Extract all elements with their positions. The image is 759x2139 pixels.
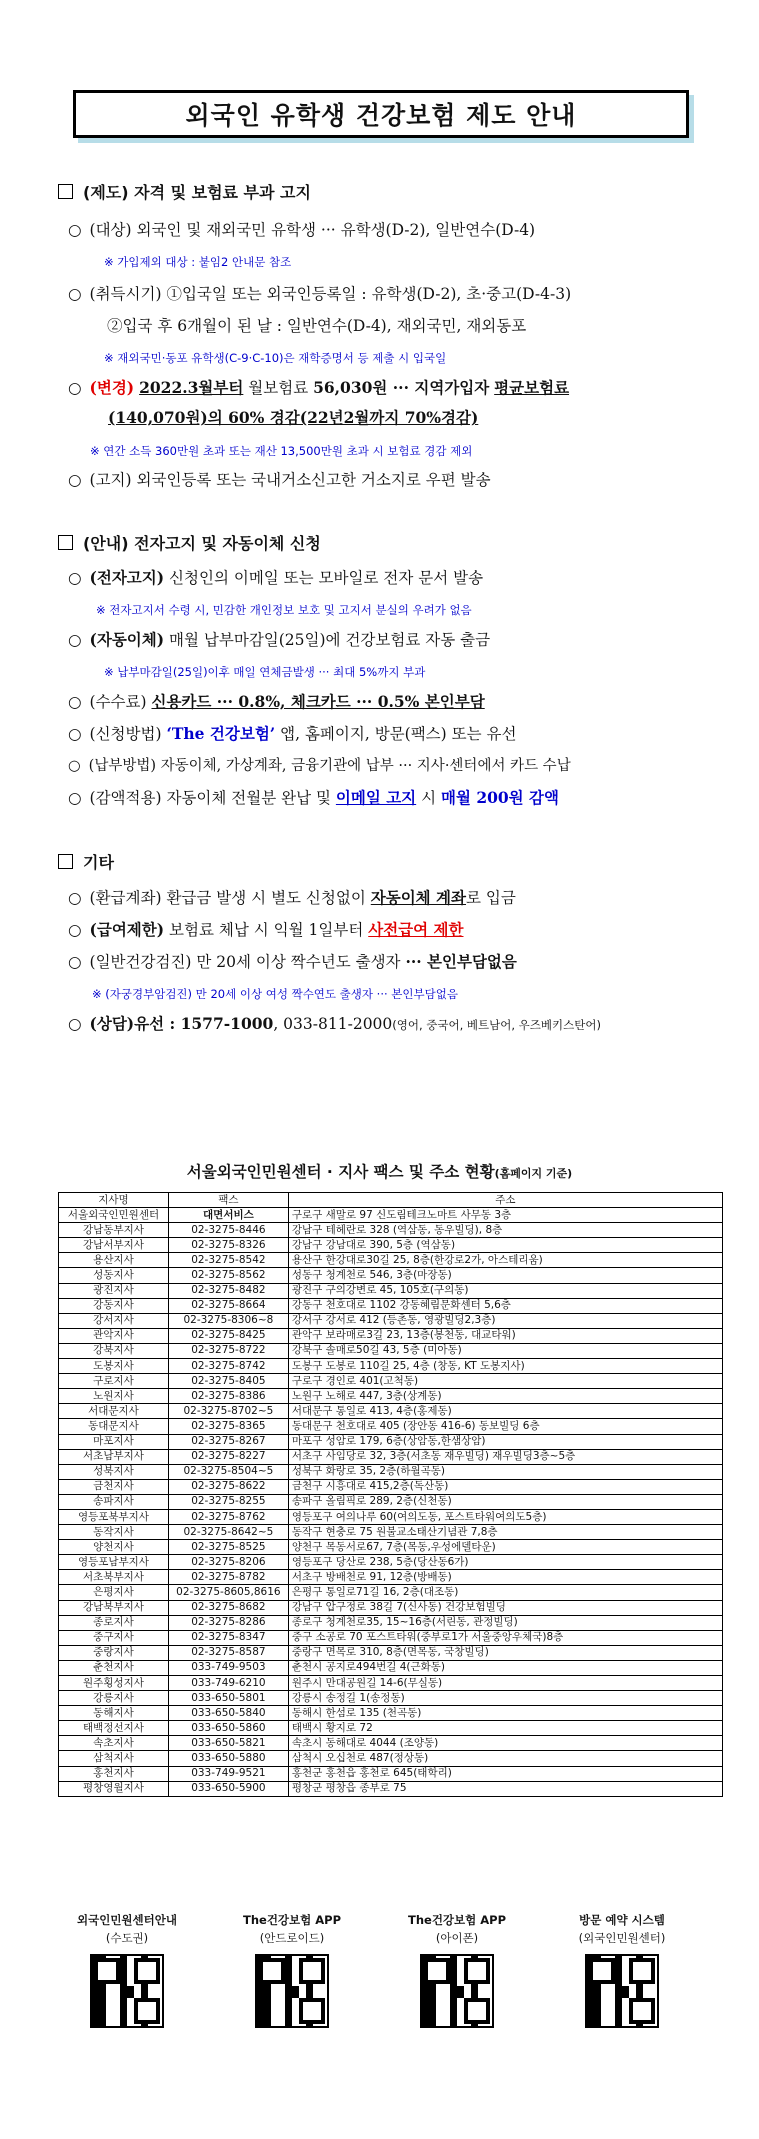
address-cell: 노원구 노해로 447, 3층(상계동): [288, 1389, 722, 1404]
table-row: [59, 1691, 723, 1706]
address-cell: 서초구 사임당로 32, 3층(서초동 재우빌딩) 재우빌딩3층~5층: [288, 1449, 722, 1464]
table-row: [59, 1509, 723, 1524]
table-row: [59, 1570, 723, 1585]
branch-cell: 강동지사: [59, 1298, 169, 1313]
table-row: [59, 1585, 723, 1600]
s1-note-exclusion: ※ 가입제외 대상 : 붙임2 안내문 참조: [104, 255, 292, 269]
fax-cell: 033-749-6210: [168, 1676, 288, 1691]
fax-cell: 033-650-5840: [168, 1706, 288, 1721]
circle-bullet-icon: ○: [68, 221, 82, 239]
branch-cell: 홍천지사: [59, 1766, 169, 1781]
circle-bullet-icon: ○: [68, 953, 82, 971]
branch-cell: 서초북부지사: [59, 1570, 169, 1585]
fax-cell: 033-749-9503: [168, 1660, 288, 1675]
table-row: [59, 1736, 723, 1751]
fax-cell: 033-650-5880: [168, 1751, 288, 1766]
table-row: [59, 1404, 723, 1419]
table-row: [59, 1525, 723, 1540]
table-row: [59, 1751, 723, 1766]
s2-line-payment: ○ (납부방법) 자동이체, 가상계좌, 금융기관에 납부 ··· 지사·센터에서 카드 수납: [68, 754, 738, 778]
fax-cell: 02-3275-8622: [168, 1479, 288, 1494]
fax-cell: 02-3275-8664: [168, 1298, 288, 1313]
circle-bullet-icon: ○: [68, 379, 82, 397]
table-row: [59, 1238, 723, 1253]
fax-cell: 02-3275-8206: [168, 1555, 288, 1570]
address-cell: 중구 소공로 70 포스트타워(중부로1가 서울중앙우체국)8층: [288, 1630, 722, 1645]
s1-line-notice: ○ (고지) 외국인등록 또는 국내거소신고한 거소지로 우편 발송: [68, 468, 738, 492]
checkbox-square-icon: [58, 184, 73, 199]
address-cell: 관악구 보라매로3길 23, 13층(봉천동, 대교타워): [288, 1328, 722, 1343]
branch-cell: 용산지사: [59, 1253, 169, 1268]
fax-cell: 02-3275-8365: [168, 1419, 288, 1434]
header-address: 주소: [288, 1193, 722, 1208]
table-row: [59, 1419, 723, 1434]
address-cell: 중랑구 면목로 310, 8층(면목동, 국창빌딩): [288, 1645, 722, 1660]
address-cell: 성동구 청계천로 546, 3층(마장동): [288, 1268, 722, 1283]
qr-visit-reservation[interactable]: 방문 예약 시스템 (외국인민원센터): [547, 1912, 697, 2028]
table-row: [59, 1721, 723, 1736]
page-title: 외국인 유학생 건강보험 제도 안내: [185, 101, 577, 130]
address-cell: 강서구 강서로 412 (등촌동, 영광빌딩2,3층): [288, 1313, 722, 1328]
s1-line-change-2: (140,070원)의 60% 경감(22년2월까지 70%경감): [108, 408, 479, 427]
address-cell: 서초구 방배천로 91, 12층(방배동): [288, 1570, 722, 1585]
branch-cell: 성북지사: [59, 1464, 169, 1479]
branch-cell: 원주횡성지사: [59, 1676, 169, 1691]
s3-line-refund: ○ (환급계좌) 환급금 발생 시 별도 신청없이 자동이체 계좌로 입금: [68, 886, 738, 910]
address-cell: 용산구 한강대로30길 25, 8층(한강로2가, 아스테리움): [288, 1253, 722, 1268]
branch-cell: 광진지사: [59, 1283, 169, 1298]
fax-cell: 02-3275-8482: [168, 1283, 288, 1298]
address-cell: 강남구 테헤란로 328 (역삼동, 동우빌딩), 8층: [288, 1223, 722, 1238]
section-heading-system: (제도) 자격 및 보험료 부과 고지: [58, 180, 311, 203]
circle-bullet-icon: ○: [68, 725, 82, 743]
table-row: [59, 1781, 723, 1796]
branch-cell: 영등포남부지사: [59, 1555, 169, 1570]
table-row: [59, 1328, 723, 1343]
branch-cell: 삼척지사: [59, 1751, 169, 1766]
table-row: [59, 1313, 723, 1328]
s2-line-apply: ○ (신청방법) ‘The 건강보험’ 앱, 홈페이지, 방문(팩스) 또는 유선: [68, 722, 738, 746]
address-cell: 구로구 경인로 401(고척동): [288, 1374, 722, 1389]
table-row: [59, 1660, 723, 1675]
address-cell: 강릉시 송정길 1(송정동): [288, 1691, 722, 1706]
fax-cell: 033-650-5900: [168, 1781, 288, 1796]
branch-cell: 구로지사: [59, 1374, 169, 1389]
s2-line-e-notice: ○ (전자고지) 신청인의 이메일 또는 모바일로 전자 문서 발송: [68, 566, 738, 590]
s2-line-fee: ○ (수수료) 신용카드 ··· 0.8%, 체크카드 ··· 0.5% 본인부담: [68, 690, 738, 714]
title-box: [73, 90, 689, 138]
table-row: [59, 1374, 723, 1389]
s3-line-restriction: ○ (급여제한) 보험료 체납 시 익월 1일부터 사전급여 제한: [68, 918, 738, 942]
table-row: [59, 1540, 723, 1555]
address-cell: 강동구 천호대로 1102 강동혜림문화센터 5,6층: [288, 1298, 722, 1313]
fax-cell: 02-3275-8425: [168, 1328, 288, 1343]
office-table: [58, 1192, 723, 1797]
circle-bullet-icon: ○: [68, 921, 82, 939]
s1-line-acquisition: ○ (취득시기) ①입국일 또는 외국인등록일 : 유학생(D-2), 초·중고(D-4-3): [68, 282, 738, 306]
branch-cell: 중랑지사: [59, 1645, 169, 1660]
fax-cell: 02-3275-8762: [168, 1509, 288, 1524]
qr-code-icon[interactable]: [420, 1954, 494, 2028]
fax-cell: 02-3275-8605,8616: [168, 1585, 288, 1600]
circle-bullet-icon: ○: [68, 889, 82, 907]
branch-cell: 서대문지사: [59, 1404, 169, 1419]
table-row: [59, 1479, 723, 1494]
address-cell: 동작구 현충로 75 원불교소태산기념관 7,8층: [288, 1525, 722, 1540]
s1-line-change: ○ (변경) 2022.3월부터 월보험료 56,030원 ··· 지역가입자 평균보험료: [68, 376, 738, 400]
address-cell: 춘천시 공지로494번길 4(근화동): [288, 1660, 722, 1675]
fax-cell: 02-3275-8682: [168, 1600, 288, 1615]
branch-cell: 노원지사: [59, 1389, 169, 1404]
table-row: [59, 1464, 723, 1479]
checkbox-square-icon: [58, 854, 73, 869]
fax-cell: 02-3275-8702~5: [168, 1404, 288, 1419]
branch-cell: 종로지사: [59, 1615, 169, 1630]
circle-bullet-icon: ○: [68, 285, 82, 303]
fax-cell: 02-3275-8562: [168, 1268, 288, 1283]
table-row: [59, 1208, 723, 1223]
branch-cell: 강남동부지사: [59, 1223, 169, 1238]
table-row: [59, 1600, 723, 1615]
branch-cell: 평창영월지사: [59, 1781, 169, 1796]
branch-cell: 강남서부지사: [59, 1238, 169, 1253]
table-header-row: [59, 1193, 723, 1208]
s2-note-late-fee: ※ 납부마감일(25일)이후 매일 연체금발생 ··· 최대 5%까지 부과: [104, 665, 426, 679]
circle-bullet-icon: ○: [68, 693, 82, 711]
branch-cell: 서울외국인민원센터: [59, 1208, 169, 1223]
fax-cell: 02-3275-8267: [168, 1434, 288, 1449]
branch-cell: 동작지사: [59, 1525, 169, 1540]
table-row: [59, 1283, 723, 1298]
address-cell: 광진구 구의강변로 45, 105호(구의동): [288, 1283, 722, 1298]
s1-line-target: ○ (대상) 외국인 및 재외국민 유학생 ··· 유학생(D-2), 일반연수(D-4): [68, 218, 738, 242]
branch-cell: 금천지사: [59, 1479, 169, 1494]
table-row: [59, 1223, 723, 1238]
branch-cell: 중구지사: [59, 1630, 169, 1645]
table-row: [59, 1343, 723, 1358]
fax-cell: 02-3275-8386: [168, 1389, 288, 1404]
table-row: [59, 1615, 723, 1630]
branch-cell: 송파지사: [59, 1494, 169, 1509]
address-cell: 구로구 새말로 97 신도림테크노마트 사무동 3층: [288, 1208, 722, 1223]
s3-line-checkup: ○ (일반건강검진) 만 20세 이상 짝수년도 출생자 ··· 본인부담없음: [68, 950, 738, 974]
fax-cell: 02-3275-8347: [168, 1630, 288, 1645]
branch-cell: 관악지사: [59, 1328, 169, 1343]
branch-cell: 춘천지사: [59, 1660, 169, 1675]
address-cell: 강남구 압구정로 38길 7(신사동) 건강보험빌딩: [288, 1600, 722, 1615]
table-row: [59, 1630, 723, 1645]
fax-cell: 02-3275-8542: [168, 1253, 288, 1268]
table-row: [59, 1434, 723, 1449]
s2-line-discount: ○ (감액적용) 자동이체 전월분 완납 및 이메일 고지 시 매월 200원 감액: [68, 786, 738, 810]
fax-cell: 033-650-5860: [168, 1721, 288, 1736]
circle-bullet-icon: ○: [68, 789, 82, 807]
address-cell: 양천구 목동서로67, 7층(목동,우성에델타운): [288, 1540, 722, 1555]
circle-bullet-icon: ○: [68, 1015, 82, 1033]
address-cell: 동해시 한섬로 135 (천곡동): [288, 1706, 722, 1721]
address-cell: 평창군 평창읍 종부로 75: [288, 1781, 722, 1796]
branch-cell: 은평지사: [59, 1585, 169, 1600]
fax-cell: 02-3275-8642~5: [168, 1525, 288, 1540]
address-cell: 홍천군 홍천읍 홍천로 645(태학리): [288, 1766, 722, 1781]
table-row: [59, 1645, 723, 1660]
branch-cell: 성동지사: [59, 1268, 169, 1283]
fax-cell: 대면서비스: [168, 1208, 288, 1223]
fax-cell: 02-3275-8227: [168, 1449, 288, 1464]
address-cell: 마포구 성암로 179, 6층(상암동,한샘상암): [288, 1434, 722, 1449]
qr-code-icon[interactable]: [585, 1954, 659, 2028]
address-cell: 영등포구 여의나루 60(여의도동, 포스트타워여의도5층): [288, 1509, 722, 1524]
s2-line-autopay: ○ (자동이체) 매월 납부마감일(25일)에 건강보험료 자동 출금: [68, 628, 738, 652]
qr-code-icon[interactable]: [90, 1954, 164, 2028]
table-row: [59, 1298, 723, 1313]
fax-cell: 02-3275-8525: [168, 1540, 288, 1555]
qr-center-guide[interactable]: 외국인민원센터안내 (수도권): [52, 1912, 202, 2028]
table-row: [59, 1555, 723, 1570]
address-cell: 삼척시 오십천로 487(정상동): [288, 1751, 722, 1766]
circle-bullet-icon: ○: [68, 758, 81, 774]
address-cell: 금천구 시흥대로 415,2층(독산동): [288, 1479, 722, 1494]
branch-cell: 강남북부지사: [59, 1600, 169, 1615]
branch-cell: 동해지사: [59, 1706, 169, 1721]
header-fax: 팩스: [168, 1193, 288, 1208]
circle-bullet-icon: ○: [68, 631, 82, 649]
branch-cell: 태백정선지사: [59, 1721, 169, 1736]
branch-cell: 마포지사: [59, 1434, 169, 1449]
section-heading-electronic: (안내) 전자고지 및 자동이체 신청: [58, 531, 321, 554]
s2-note-e-notice: ※ 전자고지서 수령 시, 민감한 개인정보 보호 및 고지서 분실의 우려가 없음: [96, 603, 472, 617]
fax-cell: 02-3275-8255: [168, 1494, 288, 1509]
address-cell: 강남구 강남대로 390, 5층 (역삼동): [288, 1238, 722, 1253]
table-row: [59, 1253, 723, 1268]
fax-cell: 02-3275-8587: [168, 1645, 288, 1660]
branch-cell: 강서지사: [59, 1313, 169, 1328]
table-row: [59, 1706, 723, 1721]
address-cell: 태백시 황지로 72: [288, 1721, 722, 1736]
address-cell: 도봉구 도봉로 110길 25, 4층 (창동, KT 도봉지사): [288, 1359, 722, 1374]
address-cell: 성북구 화랑로 35, 2층(하월곡동): [288, 1464, 722, 1479]
fax-cell: 02-3275-8405: [168, 1374, 288, 1389]
branch-cell: 양천지사: [59, 1540, 169, 1555]
address-cell: 은평구 통일로71길 16, 2층(대조동): [288, 1585, 722, 1600]
address-cell: 서대문구 통일로 413, 4층(홍제동): [288, 1404, 722, 1419]
qr-code-icon[interactable]: [255, 1954, 329, 2028]
s1-line-acquisition-2: ②입국 후 6개월이 된 날 : 일반연수(D-4), 재외국민, 재외동포: [107, 317, 527, 335]
fax-cell: 02-3275-8326: [168, 1238, 288, 1253]
fax-cell: 02-3275-8286: [168, 1615, 288, 1630]
s3-line-contact: ○ (상담)유선 : 1577-1000, 033-811-2000(영어, 중국어, 베트남어, 우즈베키스탄어): [68, 1012, 738, 1037]
branch-cell: 영등포북부지사: [59, 1509, 169, 1524]
header-branch: 지사명: [59, 1193, 169, 1208]
table-row: [59, 1359, 723, 1374]
address-cell: 강북구 솔매로50길 43, 5층 (미아동): [288, 1343, 722, 1358]
table-row: [59, 1449, 723, 1464]
fax-cell: 033-749-9521: [168, 1766, 288, 1781]
qr-app-iphone[interactable]: The건강보험 APP (아이폰): [382, 1912, 532, 2028]
address-cell: 원주시 만대공원길 14-6(무실동): [288, 1676, 722, 1691]
fax-cell: 033-650-5821: [168, 1736, 288, 1751]
circle-bullet-icon: ○: [68, 471, 82, 489]
table-title: 서울외국인민원센터 · 지사 팩스 및 주소 현황(홈페이지 기준): [186, 1163, 573, 1181]
s1-note-overseas: ※ 재외국민·동포 유학생(C-9·C-10)은 재학증명서 등 제출 시 입국일: [104, 351, 447, 365]
fax-cell: 02-3275-8306~8: [168, 1313, 288, 1328]
branch-cell: 동대문지사: [59, 1419, 169, 1434]
table-row: [59, 1494, 723, 1509]
branch-cell: 속초지사: [59, 1736, 169, 1751]
checkbox-square-icon: [58, 535, 73, 550]
fax-cell: 02-3275-8504~5: [168, 1464, 288, 1479]
fax-cell: 02-3275-8742: [168, 1359, 288, 1374]
fax-cell: 033-650-5801: [168, 1691, 288, 1706]
fax-cell: 02-3275-8782: [168, 1570, 288, 1585]
branch-cell: 강릉지사: [59, 1691, 169, 1706]
s1-note-reduction: ※ 연간 소득 360만원 초과 또는 재산 13,500만원 초과 시 보험료 경감 제외: [90, 444, 473, 458]
fax-cell: 02-3275-8722: [168, 1343, 288, 1358]
fax-cell: 02-3275-8446: [168, 1223, 288, 1238]
address-cell: 종로구 청계천로35, 15~16층(서린동, 관정빌딩): [288, 1615, 722, 1630]
address-cell: 송파구 올림픽로 289, 2층(신천동): [288, 1494, 722, 1509]
branch-cell: 도봉지사: [59, 1359, 169, 1374]
address-cell: 속초시 동해대로 4044 (조양동): [288, 1736, 722, 1751]
address-cell: 동대문구 천호대로 405 (장안동 416-6) 동보빌딩 6층: [288, 1419, 722, 1434]
table-row: [59, 1766, 723, 1781]
table-row: [59, 1389, 723, 1404]
s3-note-cervical: ※ (자궁경부암검진) 만 20세 이상 여성 짝수연도 출생자 ··· 본인부담없음: [92, 987, 458, 1001]
qr-app-android[interactable]: The건강보험 APP (안드로이드): [217, 1912, 367, 2028]
section-heading-other: 기타: [58, 850, 114, 873]
branch-cell: 강북지사: [59, 1343, 169, 1358]
table-row: [59, 1268, 723, 1283]
address-cell: 영등포구 당산로 238, 5층(당산동6가): [288, 1555, 722, 1570]
office-table-body: [59, 1208, 723, 1797]
table-row: [59, 1676, 723, 1691]
circle-bullet-icon: ○: [68, 569, 82, 587]
branch-cell: 서초남부지사: [59, 1449, 169, 1464]
